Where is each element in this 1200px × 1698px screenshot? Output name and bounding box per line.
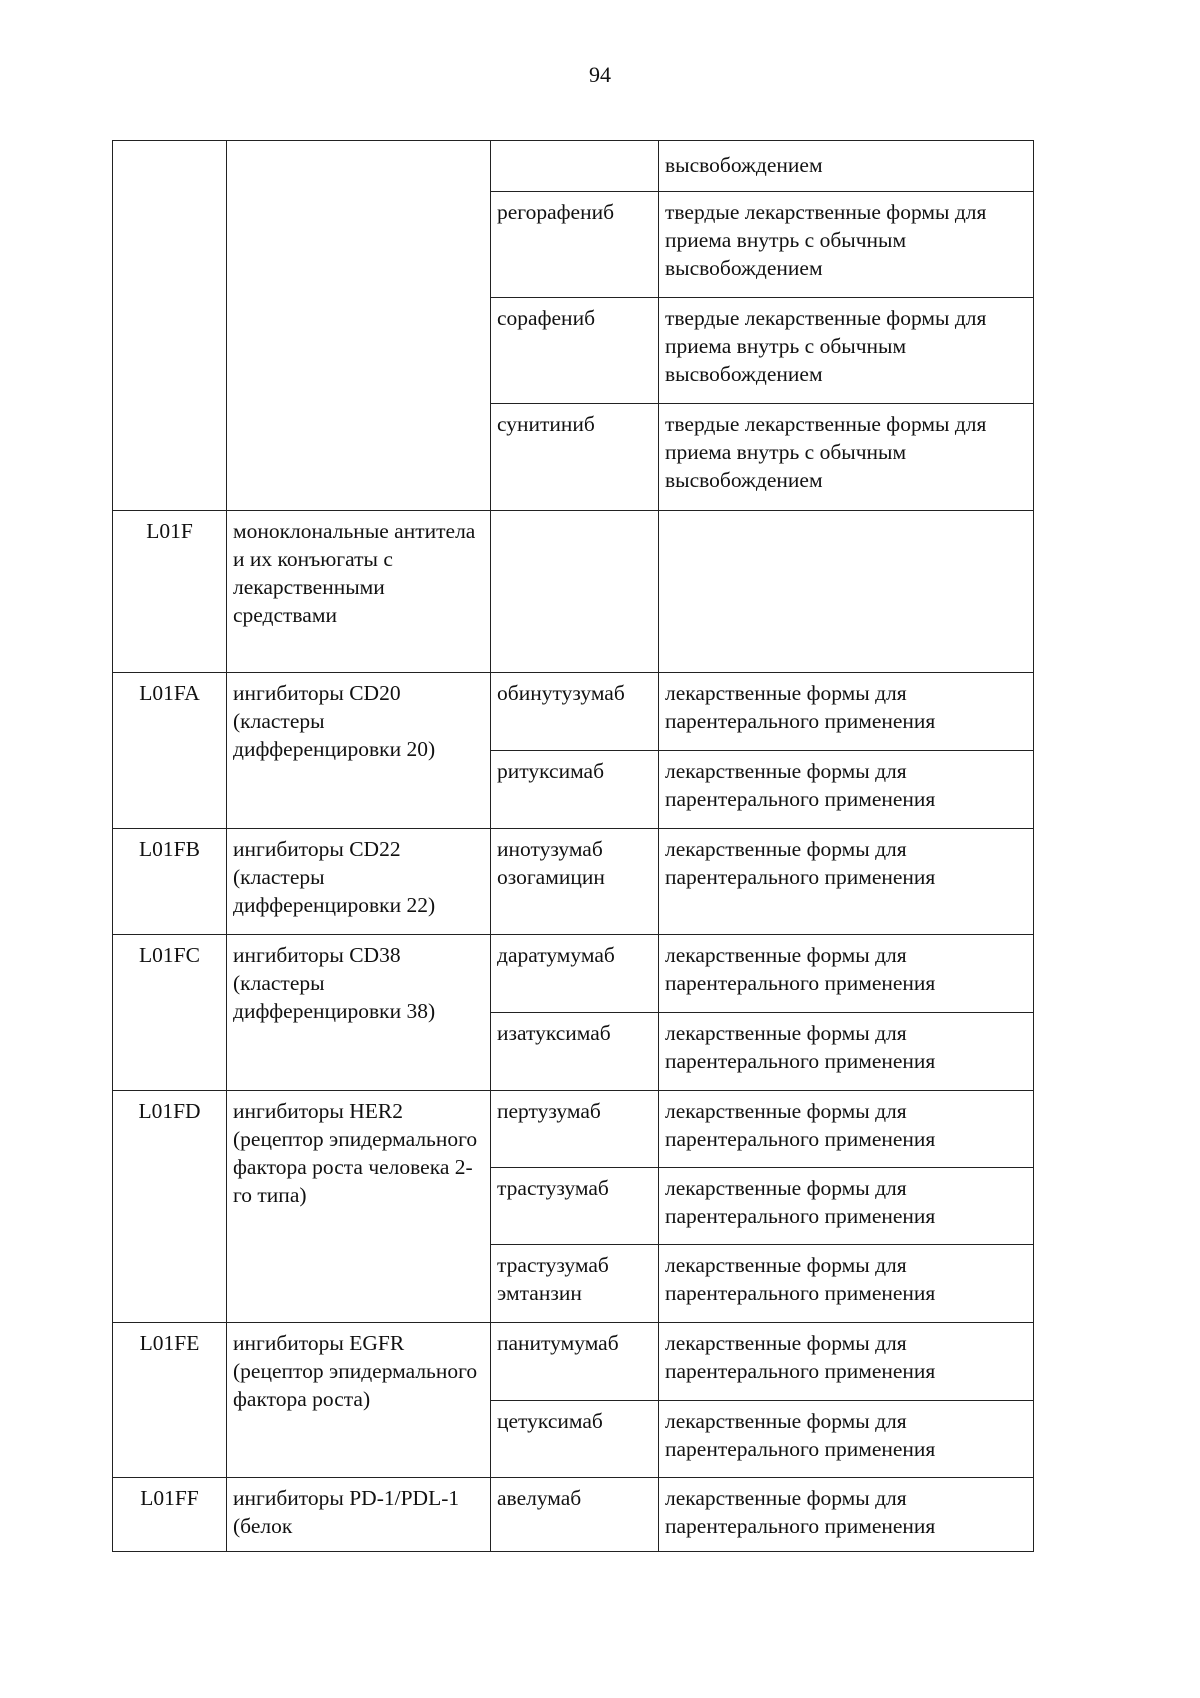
page-number: 94 (589, 62, 611, 87)
drug-name-cell: трастузумаб (491, 1168, 659, 1245)
group-name-cell: ингибиторы EGFR (рецептор эпидермального фактора роста) (227, 1323, 491, 1478)
table-row (113, 511, 1034, 673)
drug-name-cell: ритуксимаб (491, 751, 659, 829)
group-name-cell: ингибиторы CD38 (кластеры дифференцировки 38) (227, 935, 491, 1091)
drug-name-cell: инотузумаб озогамицин (491, 829, 659, 935)
dosage-form-cell: лекарственные формы для парентерального применения (659, 1478, 1034, 1552)
group-name-cell (227, 141, 491, 511)
drug-name-cell: трастузумаб эмтанзин (491, 1245, 659, 1323)
group-name-cell: ингибиторы CD20 (кластеры дифференцировки 20) (227, 673, 491, 829)
dosage-form-cell: лекарственные формы для парентерального применения (659, 751, 1034, 829)
drug-name-cell: сунитиниб (491, 404, 659, 511)
table-row (113, 1091, 1034, 1168)
drug-name-cell: авелумаб (491, 1478, 659, 1552)
table-row (113, 1323, 1034, 1401)
atc-code-cell: L01FF (113, 1478, 227, 1552)
dosage-form-cell: лекарственные формы для парентерального применения (659, 1168, 1034, 1245)
dosage-form-cell: твердые лекарственные формы для приема внутрь с обычным высвобождением (659, 404, 1034, 511)
table-row (113, 829, 1034, 935)
drug-name-cell: обинутузумаб (491, 673, 659, 751)
drug-name-cell (491, 141, 659, 192)
drug-name-cell: цетуксимаб (491, 1401, 659, 1478)
drug-name-cell: даратумумаб (491, 935, 659, 1013)
drug-classification-table (112, 140, 1034, 1552)
drug-name-cell: регорафениб (491, 192, 659, 298)
drug-name-cell: панитумумаб (491, 1323, 659, 1401)
dosage-form-cell: лекарственные формы для парентерального применения (659, 829, 1034, 935)
dosage-form-cell: твердые лекарственные формы для приема внутрь с обычным высвобождением (659, 298, 1034, 404)
dosage-form-cell: лекарственные формы для парентерального применения (659, 1013, 1034, 1091)
dosage-form-cell: лекарственные формы для парентерального применения (659, 935, 1034, 1013)
dosage-form-cell: высвобождением (659, 141, 1034, 192)
dosage-form-cell: лекарственные формы для парентерального применения (659, 1091, 1034, 1168)
atc-code-cell: L01F (113, 511, 227, 673)
atc-code-cell: L01FE (113, 1323, 227, 1478)
drug-name-cell: изатуксимаб (491, 1013, 659, 1091)
table-row (113, 1478, 1034, 1552)
table-row (113, 141, 1034, 192)
atc-code-cell (113, 141, 227, 511)
atc-code-cell: L01FA (113, 673, 227, 829)
dosage-form-cell (659, 511, 1034, 673)
drug-name-cell (491, 511, 659, 673)
atc-code-cell: L01FD (113, 1091, 227, 1323)
dosage-form-cell: лекарственные формы для парентерального применения (659, 1401, 1034, 1478)
atc-code-cell: L01FC (113, 935, 227, 1091)
dosage-form-cell: твердые лекарственные формы для приема внутрь с обычным высвобождением (659, 192, 1034, 298)
drug-name-cell: сорафениб (491, 298, 659, 404)
dosage-form-cell: лекарственные формы для парентерального применения (659, 1245, 1034, 1323)
dosage-form-cell: лекарственные формы для парентерального применения (659, 673, 1034, 751)
dosage-form-cell: лекарственные формы для парентерального применения (659, 1323, 1034, 1401)
table-row (113, 673, 1034, 751)
atc-code-cell: L01FB (113, 829, 227, 935)
group-name-cell: ингибиторы CD22 (кластеры дифференцировки 22) (227, 829, 491, 935)
group-name-cell: моноклональные антитела и их конъюгаты с лекарственными средствами (227, 511, 491, 673)
table-row (113, 935, 1034, 1013)
group-name-cell: ингибиторы HER2 (рецептор эпидермального фактора роста человека 2-го типа) (227, 1091, 491, 1323)
group-name-cell: ингибиторы PD-1/PDL-1 (белок (227, 1478, 491, 1552)
drug-name-cell: пертузумаб (491, 1091, 659, 1168)
